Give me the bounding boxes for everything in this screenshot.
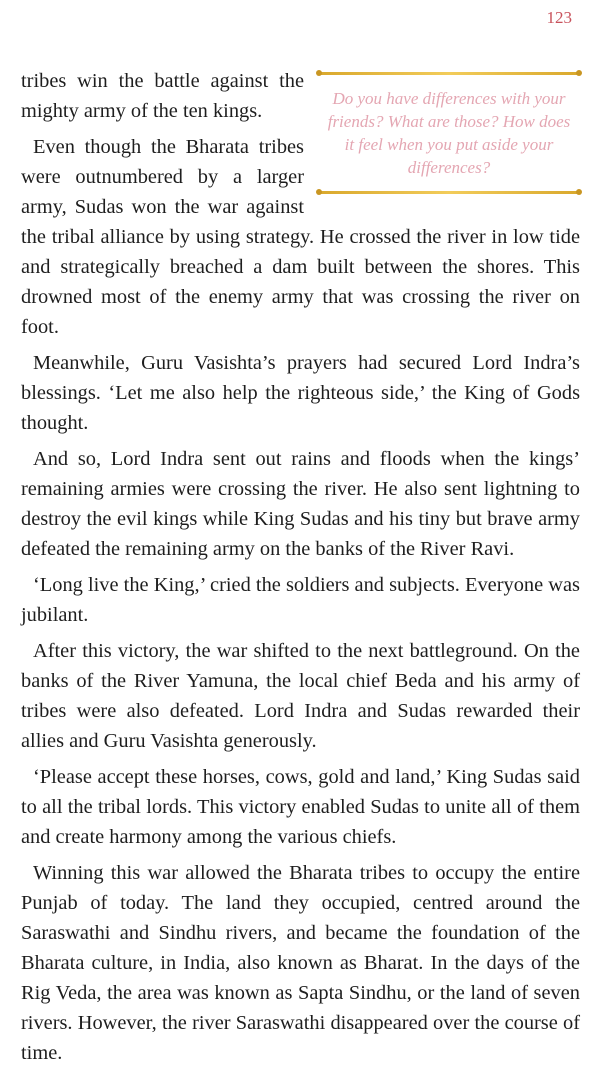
page-number: 123 [546, 8, 572, 27]
top-divider [318, 72, 580, 75]
body-text [21, 66, 580, 1074]
paragraph: ‘Long live the King,’ cried the soldiers and subjects. Everyone was jubilant. [21, 574, 580, 626]
paragraph: After this victory, the war shifted to the next battleground. On the banks of the River Yamuna, the local chief Beda and his army of tribes were also defeated. Lord Indra and Sudas rewarded their allies and Guru Vasishta generously. [21, 640, 580, 752]
bottom-divider [318, 191, 580, 194]
sidebar-question-box [318, 72, 580, 194]
paragraph: And so, Lord Indra sent out rains and floods when the kings’ remaining armies were crossing the river. He also sent lightning to destroy the evil kings while King Sudas and his tiny but brave army defeated the remaining army on the banks of the River Ravi. [21, 448, 580, 560]
paragraph: Winning this war allowed the Bharata tribes to occupy the entire Punjab of today. The land they occupied, centred around the Saraswathi and Sindhu rivers, and became the foundation of the Bharata culture, in India, also known as Bharat. In the days of the Rig Veda, the area was known as Sapta Sindhu, or the land of seven rivers. However, the river Saraswathi disappeared over the course of time. [21, 862, 580, 1064]
paragraph: ‘Please accept these horses, cows, gold and land,’ King Sudas said to all the tribal lords. This victory enabled Sudas to unite all of them and create harmony among the various chiefs. [21, 766, 580, 848]
paragraph: Meanwhile, Guru Vasishta’s prayers had secured Lord Indra’s blessings. ‘Let me also help the righteous side,’ the King of Gods thought. [21, 352, 580, 434]
sidebar-question: Do you have differences with your friends? What are those? How does it feel when you put aside your differences? [327, 89, 571, 177]
paragraph: tribes win the battle against the mighty army of the ten kings. [21, 70, 304, 122]
paragraph: Even though the Bharata tribes were outnumbered by a larger army, Sudas won the war against the tribal alliance by using strategy. He crossed the river in low tide and strategically breached a dam built between the shores. This drowned most of the enemy army that was crossing the river on foot. [21, 136, 580, 338]
